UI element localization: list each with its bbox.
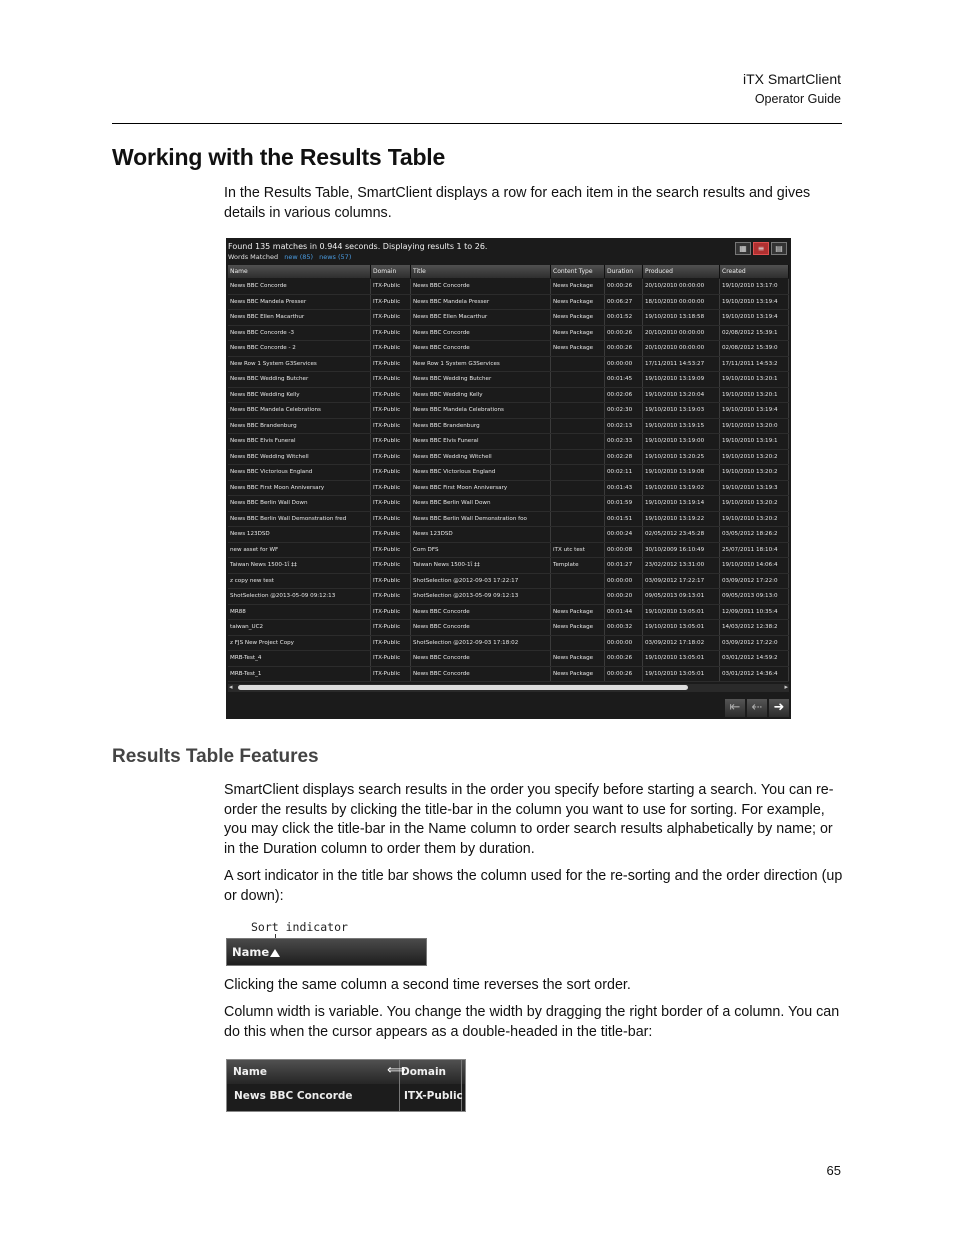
domain-cell: ITX-Public xyxy=(404,1090,463,1102)
table-cell: 17/11/2011 14:53:27 xyxy=(643,357,720,372)
table-cell: News BBC Concorde -3 xyxy=(228,326,371,341)
table-cell: 00:02:11 xyxy=(605,465,643,480)
column-header-content-type[interactable]: Content Type xyxy=(551,265,605,278)
page-title: Working with the Results Table xyxy=(112,144,446,170)
view-toggle-group xyxy=(735,242,787,255)
table-cell: 03/01/2012 14:59:2 xyxy=(720,651,789,666)
table-cell: News BBC Concorde xyxy=(411,620,551,635)
results-rows xyxy=(228,279,789,682)
domain-column-header: Domain xyxy=(401,1066,447,1078)
matched-word-link[interactable]: new (85) xyxy=(284,253,314,261)
table-cell: ITX-Public xyxy=(371,574,411,589)
table-cell: z FJS New Project Copy xyxy=(228,636,371,651)
table-cell: 20/10/2010 00:00:00 xyxy=(643,326,720,341)
table-cell xyxy=(551,496,605,511)
detail-view-icon[interactable]: ▤ xyxy=(771,242,787,255)
table-cell: News Package xyxy=(551,651,605,666)
table-cell xyxy=(551,574,605,589)
sort-indicator-paragraph: A sort indicator in the title bar shows the column used for the re-sorting and the order direction (up or down): xyxy=(224,868,843,904)
table-cell: News BBC Concorde - 2 xyxy=(228,341,371,356)
table-cell: ITX-Public xyxy=(371,605,411,620)
resize-cursor-icon: ⟺ xyxy=(387,1063,406,1078)
table-cell: 19/10/2010 13:05:01 xyxy=(643,620,720,635)
table-cell: 19/10/2010 13:19:1 xyxy=(720,434,789,449)
intro-paragraph: In the Results Table, SmartClient displays a row for each item in the search results and gives details in various columns. xyxy=(224,185,811,221)
table-cell: ITX-Public xyxy=(371,620,411,635)
table-cell: new asset for WF xyxy=(228,543,371,558)
table-cell: News BBC Victorious England xyxy=(228,465,371,480)
table-cell: 19/10/2010 13:19:22 xyxy=(643,512,720,527)
table-row[interactable] xyxy=(228,667,789,683)
table-cell: News BBC Mandela Presser xyxy=(411,295,551,310)
table-cell: News BBC Brandenburg xyxy=(228,419,371,434)
page-number: 65 xyxy=(826,1163,841,1178)
first-page-icon[interactable]: ⇤ xyxy=(725,699,745,717)
table-cell xyxy=(551,450,605,465)
sorting-paragraph: SmartClient displays search results in the order you specify before starting a search. You can re-order the results by clicking the title-bar in the column you want to use for sorting. For example, you may click the title-bar in the Name column to order search results alphabetically by name; or in the Duration column to order them by duration. xyxy=(224,782,834,857)
table-cell: 00:01:43 xyxy=(605,481,643,496)
table-row[interactable] xyxy=(228,465,789,481)
table-cell: 00:00:26 xyxy=(605,341,643,356)
table-cell: News BBC Mandela Celebrations xyxy=(411,403,551,418)
table-cell xyxy=(551,419,605,434)
table-cell: ITX-Public xyxy=(371,543,411,558)
table-row[interactable] xyxy=(228,434,789,450)
table-cell: News BBC Brandenburg xyxy=(411,419,551,434)
table-cell: 19/10/2010 13:19:4 xyxy=(720,403,789,418)
table-cell: News BBC Victorious England xyxy=(411,465,551,480)
table-cell: MRB-Test_4 xyxy=(228,651,371,666)
table-cell: News Package xyxy=(551,295,605,310)
table-cell: 19/10/2010 13:19:3 xyxy=(720,481,789,496)
sort-ascending-icon xyxy=(270,949,280,957)
words-matched-label: Words Matched xyxy=(228,253,279,261)
table-cell: ITX-Public xyxy=(371,341,411,356)
table-row[interactable] xyxy=(228,326,789,342)
table-cell: 02/08/2012 15:39:1 xyxy=(720,326,789,341)
table-cell: 19/10/2010 13:19:4 xyxy=(720,295,789,310)
table-cell: News BBC Berlin Wall Down xyxy=(228,496,371,511)
table-row[interactable] xyxy=(228,527,789,543)
table-cell xyxy=(551,589,605,604)
table-cell: 03/09/2012 17:22:0 xyxy=(720,574,789,589)
table-cell: 19/10/2010 13:19:15 xyxy=(643,419,720,434)
table-cell: 19/10/2010 13:20:25 xyxy=(643,450,720,465)
table-cell: News BBC Wedding Butcher xyxy=(228,372,371,387)
table-cell: 19/10/2010 13:20:0 xyxy=(720,419,789,434)
table-cell: ITX-Public xyxy=(371,295,411,310)
column-header-created[interactable]: Created xyxy=(720,265,789,278)
previous-page-icon[interactable]: ⇠ xyxy=(747,699,767,717)
next-page-icon[interactable]: ➜ xyxy=(769,699,789,717)
table-cell: 18/10/2010 00:00:00 xyxy=(643,295,720,310)
table-cell: Taiwan News 1500-1ῗ ‡‡ xyxy=(228,558,371,573)
table-cell: ITX-Public xyxy=(371,527,411,542)
table-cell: ITX-Public xyxy=(371,651,411,666)
pager-controls xyxy=(725,699,789,717)
column-header-title[interactable]: Title xyxy=(411,265,551,278)
table-row[interactable] xyxy=(228,341,789,357)
table-cell: 19/10/2010 14:06:4 xyxy=(720,558,789,573)
table-cell: News Package xyxy=(551,667,605,682)
table-cell: 19/10/2010 13:20:04 xyxy=(643,388,720,403)
table-cell: News BBC Wedding Kelly xyxy=(228,388,371,403)
table-row[interactable] xyxy=(228,372,789,388)
table-cell: 19/10/2010 13:19:09 xyxy=(643,372,720,387)
table-cell: News BBC Concorde xyxy=(411,279,551,294)
table-cell: 03/09/2012 17:22:0 xyxy=(720,636,789,651)
header-product: iTX SmartClient xyxy=(742,71,841,87)
table-cell: ITX-Public xyxy=(371,419,411,434)
table-cell xyxy=(551,372,605,387)
list-view-icon[interactable]: ≡ xyxy=(753,242,769,255)
resize-header-row xyxy=(227,1060,465,1084)
table-cell: ITX-Public xyxy=(371,403,411,418)
table-cell: ITX-Public xyxy=(371,357,411,372)
table-cell: Com DFS xyxy=(411,543,551,558)
table-cell xyxy=(551,636,605,651)
table-cell: 00:01:44 xyxy=(605,605,643,620)
table-row[interactable] xyxy=(228,558,789,574)
name-column-header: Name xyxy=(232,945,270,959)
table-cell: News BBC Concorde xyxy=(411,605,551,620)
table-cell: News BBC Ellen Macarthur xyxy=(411,310,551,325)
table-cell: 03/09/2012 17:18:02 xyxy=(643,636,720,651)
column-header-name[interactable]: Name xyxy=(228,265,371,278)
header-guide: Operator Guide xyxy=(754,92,841,106)
table-cell: taiwan_UC2 xyxy=(228,620,371,635)
table-cell: 00:00:26 xyxy=(605,279,643,294)
table-cell: News Package xyxy=(551,620,605,635)
table-cell xyxy=(551,357,605,372)
table-cell: 00:00:00 xyxy=(605,636,643,651)
table-cell: News Package xyxy=(551,341,605,356)
table-cell: 00:02:06 xyxy=(605,388,643,403)
table-cell: New Row 1 System G3Services xyxy=(228,357,371,372)
table-cell: News BBC Concorde xyxy=(411,341,551,356)
table-cell: News Package xyxy=(551,326,605,341)
table-row[interactable] xyxy=(228,295,789,311)
table-cell: 00:00:08 xyxy=(605,543,643,558)
table-cell: 19/10/2010 13:05:01 xyxy=(643,605,720,620)
table-cell: 19/10/2010 13:05:01 xyxy=(643,667,720,682)
table-cell: 09/05/2013 09:13:0 xyxy=(720,589,789,604)
table-cell: ShotSelection @2012-09-03 17:22:17 xyxy=(411,574,551,589)
table-cell: MRB-Test_1 xyxy=(228,667,371,682)
table-cell: 02/05/2012 23:45:28 xyxy=(643,527,720,542)
grid-view-icon[interactable]: ▦ xyxy=(735,242,751,255)
scroll-right-icon[interactable]: ▸ xyxy=(784,683,788,691)
matched-word-link[interactable]: news (57) xyxy=(319,253,352,261)
sort-indicator-screenshot xyxy=(226,938,427,966)
table-cell xyxy=(551,434,605,449)
table-cell: ITX-Public xyxy=(371,589,411,604)
table-cell: 00:00:24 xyxy=(605,527,643,542)
table-cell: 19/10/2010 13:19:08 xyxy=(643,465,720,480)
table-cell: 19/10/2010 13:18:58 xyxy=(643,310,720,325)
table-cell: News Package xyxy=(551,310,605,325)
table-row[interactable] xyxy=(228,403,789,419)
column-header-duration[interactable]: Duration xyxy=(605,265,643,278)
table-cell: News 123DSD xyxy=(228,527,371,542)
table-cell: News BBC Berlin Wall Down xyxy=(411,496,551,511)
table-cell: 19/10/2010 13:20:1 xyxy=(720,388,789,403)
table-cell: News BBC Wedding Witchell xyxy=(228,450,371,465)
table-row[interactable] xyxy=(228,651,789,667)
table-cell: ITX-Public xyxy=(371,372,411,387)
table-cell: News BBC Elvis Funeral xyxy=(411,434,551,449)
table-cell: Template xyxy=(551,558,605,573)
table-cell: 19/10/2010 13:20:2 xyxy=(720,450,789,465)
table-cell: 19/10/2010 13:05:01 xyxy=(643,651,720,666)
table-cell: News BBC Mandela Celebrations xyxy=(228,403,371,418)
table-row[interactable] xyxy=(228,589,789,605)
table-cell: 00:00:26 xyxy=(605,651,643,666)
table-cell: 00:02:13 xyxy=(605,419,643,434)
table-cell: 20/10/2010 00:00:00 xyxy=(643,279,720,294)
table-cell xyxy=(551,481,605,496)
table-row[interactable] xyxy=(228,574,789,590)
table-row[interactable] xyxy=(228,310,789,326)
table-row[interactable] xyxy=(228,450,789,466)
table-cell: News BBC Wedding Witchell xyxy=(411,450,551,465)
table-row[interactable] xyxy=(228,543,789,559)
table-cell: 00:00:00 xyxy=(605,574,643,589)
table-cell: 19/10/2010 13:20:2 xyxy=(720,465,789,480)
table-cell: News BBC Concorde xyxy=(228,279,371,294)
table-cell: News BBC Concorde xyxy=(411,667,551,682)
table-cell: News BBC First Moon Anniversary xyxy=(411,481,551,496)
reverse-sort-paragraph: Clicking the same column a second time reverses the sort order. xyxy=(224,977,631,993)
table-cell: New Row 1 System G3Services xyxy=(411,357,551,372)
table-cell: 03/01/2012 14:36:4 xyxy=(720,667,789,682)
column-border xyxy=(461,1060,462,1111)
column-header-produced[interactable]: Produced xyxy=(643,265,720,278)
table-row[interactable] xyxy=(228,636,789,652)
table-cell: 19/10/2010 13:20:2 xyxy=(720,496,789,511)
table-cell xyxy=(551,465,605,480)
table-cell: News BBC Berlin Wall Demonstration fred xyxy=(228,512,371,527)
table-cell: ITX-Public xyxy=(371,326,411,341)
name-cell: News BBC Concorde xyxy=(234,1090,353,1102)
table-cell: Taiwan News 1500-1ῗ ‡‡ xyxy=(411,558,551,573)
table-cell: ITX-Public xyxy=(371,388,411,403)
table-cell: 25/07/2011 18:10:4 xyxy=(720,543,789,558)
table-cell: 17/11/2011 14:53:2 xyxy=(720,357,789,372)
table-cell: ITX-Public xyxy=(371,481,411,496)
results-table-screenshot xyxy=(226,238,791,719)
table-row[interactable] xyxy=(228,279,789,295)
table-cell: 19/10/2010 13:20:1 xyxy=(720,372,789,387)
table-cell: 00:02:33 xyxy=(605,434,643,449)
table-cell: iTX utc test xyxy=(551,543,605,558)
table-row[interactable] xyxy=(228,419,789,435)
table-cell: News BBC Wedding Kelly xyxy=(411,388,551,403)
table-cell: ShotSelection @2013-05-09 09:12:13 xyxy=(411,589,551,604)
table-cell: 00:06:27 xyxy=(605,295,643,310)
table-cell: News BBC Concorde xyxy=(411,326,551,341)
column-header-row xyxy=(228,265,789,278)
found-matches-text: Found 135 matches in 0.944 seconds. Displaying results 1 to 26. xyxy=(228,242,488,251)
table-cell: 03/05/2012 18:26:2 xyxy=(720,527,789,542)
table-row[interactable] xyxy=(228,388,789,404)
table-cell: ITX-Public xyxy=(371,450,411,465)
sort-indicator-label: Sort indicator xyxy=(251,920,348,934)
table-cell: 02/08/2012 15:39:0 xyxy=(720,341,789,356)
table-cell: z copy new test xyxy=(228,574,371,589)
table-cell: 00:01:45 xyxy=(605,372,643,387)
table-cell: 30/10/2009 16:10:49 xyxy=(643,543,720,558)
table-cell: 00:01:52 xyxy=(605,310,643,325)
table-cell: 20/10/2010 00:00:00 xyxy=(643,341,720,356)
table-cell: 00:00:00 xyxy=(605,357,643,372)
table-cell: ITX-Public xyxy=(371,465,411,480)
table-cell: 00:02:28 xyxy=(605,450,643,465)
table-cell xyxy=(551,512,605,527)
table-cell: 00:01:59 xyxy=(605,496,643,511)
table-cell: 00:00:20 xyxy=(605,589,643,604)
name-column-header: Name xyxy=(233,1066,267,1078)
table-row[interactable] xyxy=(228,512,789,528)
table-cell: 14/03/2012 12:38:2 xyxy=(720,620,789,635)
table-cell: 00:00:32 xyxy=(605,620,643,635)
table-cell: 19/10/2010 13:19:14 xyxy=(643,496,720,511)
table-cell: ITX-Public xyxy=(371,279,411,294)
table-cell: 00:00:26 xyxy=(605,667,643,682)
table-cell: 23/02/2012 13:31:00 xyxy=(643,558,720,573)
table-cell: 19/10/2010 13:19:00 xyxy=(643,434,720,449)
scrollbar-thumb[interactable] xyxy=(238,685,688,690)
table-cell: News BBC Elvis Funeral xyxy=(228,434,371,449)
table-cell: ITX-Public xyxy=(371,496,411,511)
section-heading: Results Table Features xyxy=(112,746,319,767)
table-cell: 00:00:26 xyxy=(605,326,643,341)
table-cell: ITX-Public xyxy=(371,512,411,527)
horizontal-scrollbar[interactable] xyxy=(228,684,789,692)
table-cell: News BBC First Moon Anniversary xyxy=(228,481,371,496)
table-cell: ITX-Public xyxy=(371,558,411,573)
table-row[interactable] xyxy=(228,605,789,621)
table-cell: 00:01:27 xyxy=(605,558,643,573)
table-cell: 19/10/2010 13:19:03 xyxy=(643,403,720,418)
table-row[interactable] xyxy=(228,357,789,373)
table-cell: News Package xyxy=(551,279,605,294)
column-header-domain[interactable]: Domain xyxy=(371,265,411,278)
table-cell: 00:02:30 xyxy=(605,403,643,418)
table-cell: News Package xyxy=(551,605,605,620)
table-cell xyxy=(551,388,605,403)
table-cell: 19/10/2010 13:19:02 xyxy=(643,481,720,496)
table-cell: News BBC Mandela Presser xyxy=(228,295,371,310)
table-cell: 19/10/2010 13:17:0 xyxy=(720,279,789,294)
table-cell: MR88 xyxy=(228,605,371,620)
table-cell: ShotSelection @2012-09-03 17:18:02 xyxy=(411,636,551,651)
table-cell: News 123DSD xyxy=(411,527,551,542)
scroll-left-icon[interactable]: ◂ xyxy=(229,683,233,691)
table-cell xyxy=(551,403,605,418)
table-cell: 12/09/2011 10:35:4 xyxy=(720,605,789,620)
table-cell: News BBC Ellen Macarthur xyxy=(228,310,371,325)
table-cell: 19/10/2010 13:20:2 xyxy=(720,512,789,527)
table-row[interactable] xyxy=(228,496,789,512)
table-cell: ITX-Public xyxy=(371,636,411,651)
table-cell: ITX-Public xyxy=(371,310,411,325)
table-cell: 09/05/2013 09:13:01 xyxy=(643,589,720,604)
table-cell: 19/10/2010 13:19:4 xyxy=(720,310,789,325)
table-cell: News BBC Berlin Wall Demonstration foo xyxy=(411,512,551,527)
column-width-paragraph: Column width is variable. You change the width by dragging the right border of a column. You can do this when the cursor appears as a double-headed in the title-bar: xyxy=(224,1004,840,1040)
table-cell: 00:01:51 xyxy=(605,512,643,527)
table-cell: ITX-Public xyxy=(371,434,411,449)
table-row[interactable] xyxy=(228,481,789,497)
header-rule xyxy=(112,123,842,124)
table-row[interactable] xyxy=(228,620,789,636)
column-resize-screenshot xyxy=(226,1059,466,1112)
table-cell: ShotSelection @2013-05-09 09:12:13 xyxy=(228,589,371,604)
table-cell: ITX-Public xyxy=(371,667,411,682)
table-cell: News BBC Wedding Butcher xyxy=(411,372,551,387)
table-cell: News BBC Concorde xyxy=(411,651,551,666)
words-matched-line xyxy=(228,253,351,261)
table-cell xyxy=(551,527,605,542)
table-cell: 03/09/2012 17:22:17 xyxy=(643,574,720,589)
